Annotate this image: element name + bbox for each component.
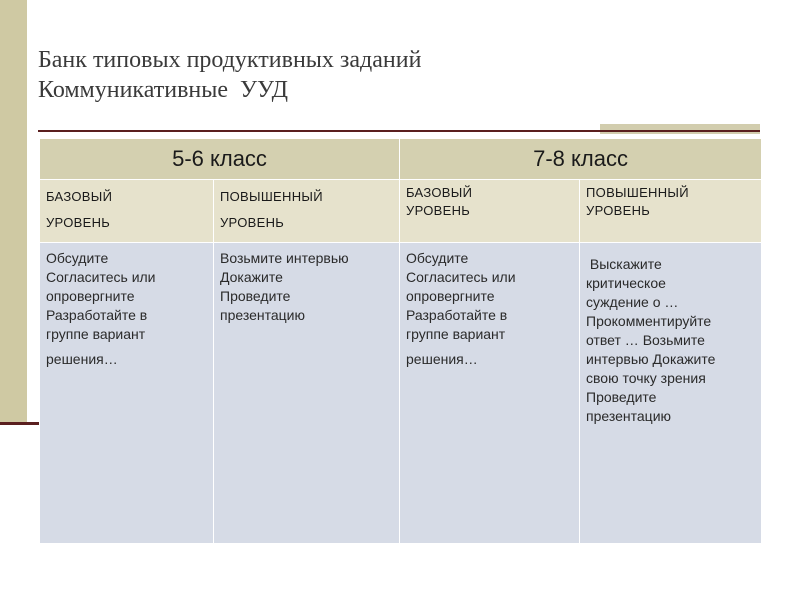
task-line: ответ … Возьмите: [586, 332, 705, 348]
task-line: группе вариант: [406, 326, 506, 342]
task-line: суждение о …: [586, 294, 679, 310]
level-header-row: [40, 180, 762, 243]
task-line: Разработайте в: [406, 307, 508, 323]
task-line: Обсудите: [46, 250, 109, 266]
task-line: Возьмите интервью: [220, 250, 349, 266]
grade-header-row: [40, 139, 762, 180]
task-line: Выскажите: [586, 256, 662, 272]
left-decor-bar: [0, 0, 27, 422]
task-line: Прокомментируйте: [586, 313, 712, 329]
grade-5-6-header: 5-6 класс: [40, 139, 400, 180]
level-label: УРОВЕНЬ: [220, 215, 285, 230]
tasks-table: [39, 138, 762, 544]
task-line: Проведите: [586, 389, 657, 405]
task-line: Разработайте в: [46, 307, 148, 323]
level-label: УРОВЕНЬ: [406, 203, 471, 218]
level-label: УРОВЕНЬ: [586, 203, 651, 218]
title-line-2: Коммуникативные УУД: [38, 77, 288, 103]
level-label: БАЗОВЫЙ: [46, 189, 113, 204]
level-advanced-7-8: [580, 180, 762, 243]
tasks-basic-7-8: [400, 243, 580, 544]
task-line: презентацию: [586, 408, 672, 424]
task-line: интервью Докажите: [586, 351, 716, 367]
level-label: УРОВЕНЬ: [46, 215, 111, 230]
tasks-advanced-7-8: [580, 243, 762, 544]
task-line: презентацию: [220, 307, 306, 323]
task-line: решения…: [406, 351, 478, 367]
task-line: Проведите: [220, 288, 291, 304]
task-line: опровергните: [406, 288, 495, 304]
task-line: Согласитесь или: [46, 269, 156, 285]
level-label: ПОВЫШЕННЫЙ: [586, 185, 689, 200]
tasks-row: [40, 243, 762, 544]
task-line: решения…: [46, 351, 118, 367]
level-label: ПОВЫШЕННЫЙ: [220, 189, 323, 204]
page-title: [38, 45, 658, 105]
task-line: Докажите: [220, 269, 283, 285]
task-line: группе вариант: [46, 326, 146, 342]
tasks-basic-5-6: [40, 243, 214, 544]
title-line-1: Банк типовых продуктивных заданий: [38, 47, 422, 73]
left-decor-line: [0, 422, 40, 425]
tasks-advanced-5-6: [214, 243, 400, 544]
task-line: критическое: [586, 275, 666, 291]
level-advanced-5-6: [214, 180, 400, 243]
title-divider-accent: [600, 124, 760, 134]
grade-7-8-header: 7-8 класс: [400, 139, 762, 180]
title-divider-accent-line: [600, 130, 760, 132]
level-basic-7-8: [400, 180, 580, 243]
level-label: БАЗОВЫЙ: [406, 185, 473, 200]
task-line: свою точку зрения: [586, 370, 706, 386]
task-line: Обсудите: [406, 250, 469, 266]
task-line: опровергните: [46, 288, 135, 304]
task-line: Согласитесь или: [406, 269, 516, 285]
level-basic-5-6: [40, 180, 214, 243]
